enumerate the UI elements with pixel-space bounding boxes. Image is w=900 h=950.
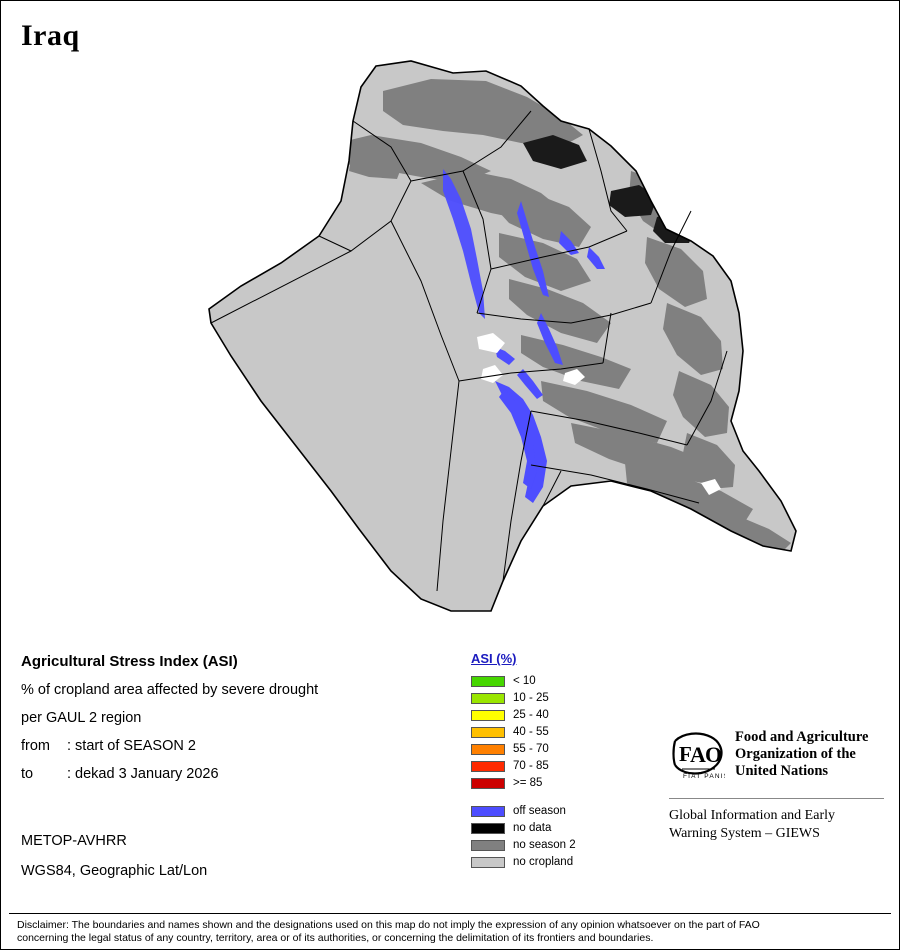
legend-swatch-off-season [471, 806, 505, 817]
caption-from-row [21, 738, 451, 754]
legend-label-no-cropland: no cropland [513, 856, 574, 868]
fao-system-line-1: Global Information and Early [669, 808, 836, 823]
fao-branding [669, 729, 884, 843]
legend-swatch-no-season-2 [471, 840, 505, 851]
page-title: Iraq [21, 19, 80, 52]
caption-to-label: to [21, 766, 34, 782]
sensor-label: METOP-AVHRR [21, 833, 127, 849]
legend-label-lt10: < 10 [513, 675, 536, 687]
caption-title: Agricultural Stress Index (ASI) [21, 653, 238, 670]
legend-swatch-25-40 [471, 710, 505, 721]
legend-item [471, 854, 651, 870]
legend-item [471, 707, 651, 723]
legend-label-70-85: 70 - 85 [513, 760, 549, 772]
svg-text:O: O [705, 742, 723, 767]
map-caption [21, 653, 451, 794]
legend-item [471, 803, 651, 819]
legend-swatch-no-cropland [471, 857, 505, 868]
legend-item [471, 758, 651, 774]
fao-logo-icon [669, 731, 725, 788]
caption-line-1: % of cropland area affected by severe drought [21, 682, 319, 698]
svg-text:F: F [679, 742, 692, 766]
legend-label-off-season: off season [513, 805, 566, 817]
legend-label-no-data: no data [513, 822, 552, 834]
caption-from-value: : start of SEASON 2 [67, 738, 196, 754]
legend-label-gte85: >= 85 [513, 777, 543, 789]
map-legend [471, 651, 651, 871]
legend-swatch-no-data [471, 823, 505, 834]
fao-divider [669, 798, 884, 799]
caption-line-2: per GAUL 2 region [21, 710, 142, 726]
legend-item [471, 673, 651, 689]
caption-from-label: from [21, 738, 50, 754]
map-metadata [21, 833, 207, 893]
iraq-map-svg [91, 51, 811, 631]
legend-label-25-40: 25 - 40 [513, 709, 549, 721]
legend-swatch-55-70 [471, 744, 505, 755]
svg-text:FIAT PANIS: FIAT PANIS [683, 773, 725, 780]
legend-swatch-40-55 [471, 727, 505, 738]
disclaimer-divider [9, 913, 891, 914]
svg-text:A: A [690, 742, 706, 767]
legend-label-55-70: 55 - 70 [513, 743, 549, 755]
fao-system-name [669, 807, 884, 843]
legend-label-10-25: 10 - 25 [513, 692, 549, 704]
caption-to-value: : dekad 3 January 2026 [67, 766, 219, 782]
map-canvas[interactable] [91, 51, 811, 631]
legend-item [471, 775, 651, 791]
fao-system-line-2: Warning System – GIEWS [669, 826, 820, 841]
legend-item [471, 724, 651, 740]
disclaimer-line-2: concerning the legal status of any country, territory, area or of its authorities, or concerning the delimitation of its frontiers and boundaries. [17, 932, 654, 944]
legend-item [471, 837, 651, 853]
legend-swatch-lt10 [471, 676, 505, 687]
legend-item [471, 690, 651, 706]
projection-label: WGS84, Geographic Lat/Lon [21, 863, 208, 879]
disclaimer-line-1: Disclaimer: The boundaries and names shown and the designations used on this map do not imply the expression of any opinion whatsoever on the part of FAO [17, 919, 760, 931]
legend-swatch-70-85 [471, 761, 505, 772]
legend-item [471, 741, 651, 757]
caption-to-row [21, 766, 451, 782]
fao-top-row [669, 729, 884, 788]
legend-swatch-10-25 [471, 693, 505, 704]
legend-label-no-season-2: no season 2 [513, 839, 576, 851]
legend-label-40-55: 40 - 55 [513, 726, 549, 738]
legend-title: ASI (%) [471, 651, 517, 666]
disclaimer-text [17, 919, 887, 945]
legend-spacer [471, 792, 651, 803]
fao-organization-name: Food and Agriculture Organization of the United Nations [735, 729, 869, 779]
legend-swatch-gte85 [471, 778, 505, 789]
legend-item [471, 820, 651, 836]
map-base-layer [91, 51, 811, 631]
